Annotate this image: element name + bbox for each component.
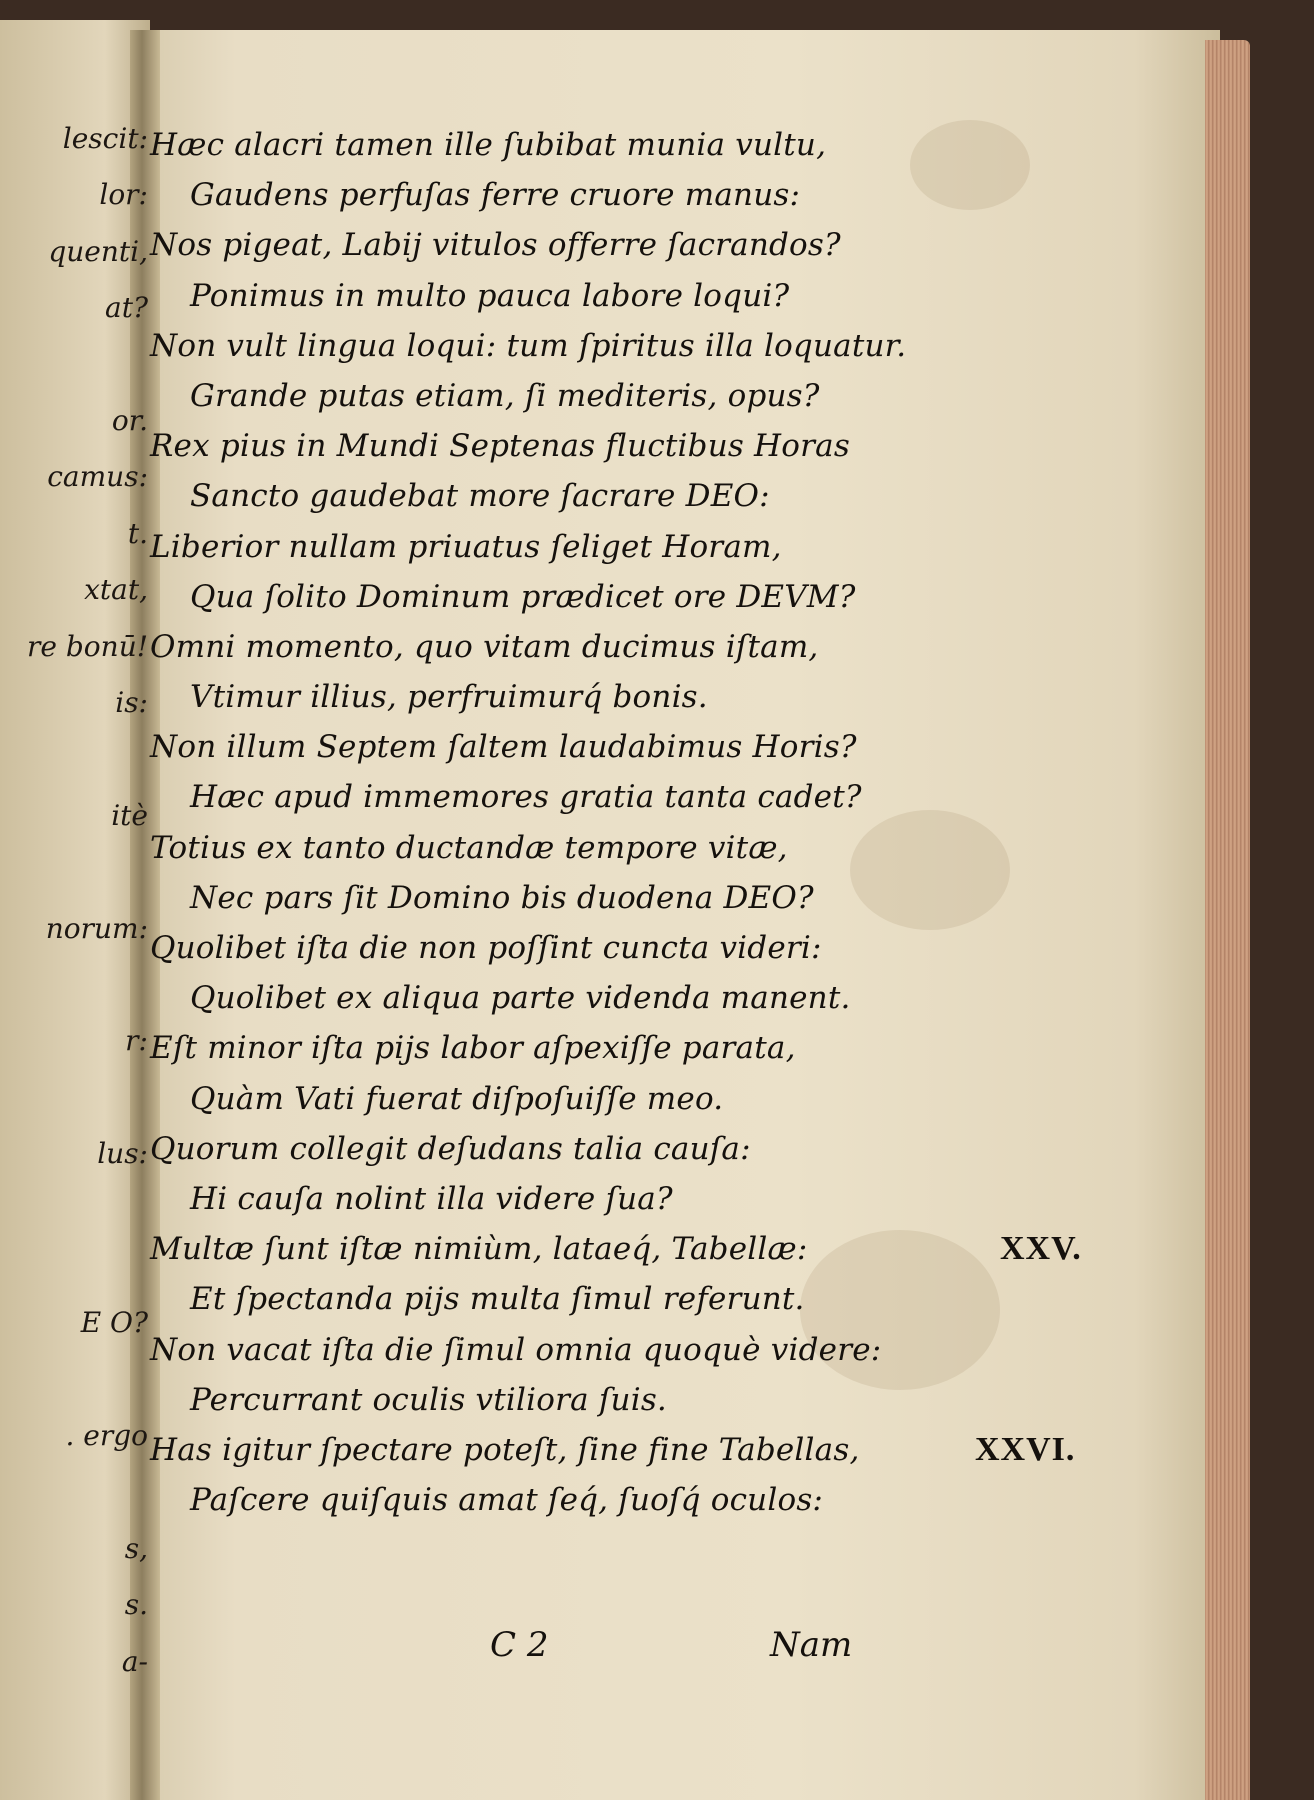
marginal-numeral: XXV. — [1000, 1230, 1082, 1268]
left-page-fragment: norum: — [45, 911, 148, 945]
verse-line-pentameter: Grande putas etiam, ſi mediteris, opus? — [190, 377, 820, 414]
verse-line-hexameter: Has igitur ſpectare poteſt, ſine fine Tabellas, — [150, 1431, 860, 1468]
verse-line-hexameter: Rex pius in Mundi Septenas fluctibus Horas — [150, 428, 850, 465]
verse-line-hexameter: Quorum collegit deſudans talia cauſa: — [150, 1130, 751, 1167]
verse-line-pentameter: Et ſpectanda pijs multa ſimul referunt. — [190, 1281, 805, 1318]
left-page-fragment: or. — [111, 404, 148, 437]
verse-line-pentameter: Percurrant oculis vtiliora ſuis. — [190, 1381, 667, 1418]
verse-line-hexameter: Hæc alacri tamen ille ſubibat munia vultu, — [150, 127, 827, 163]
left-page-fragment: lor: — [99, 178, 148, 212]
left-page-fragment: lescit: — [62, 122, 148, 155]
signature-mark: C 2 — [490, 1625, 549, 1665]
verse-line-hexameter: Totius ex tanto ductandæ tempore vitæ, — [150, 829, 788, 866]
left-page-fragment: t. — [127, 516, 148, 550]
verse-line-hexameter: Multæ ſunt iſtæ nimiùm, lataeq́, Tabellæ: — [150, 1231, 808, 1268]
verse-line-hexameter: Quolibet iſta die non poſſint cuncta videri: — [150, 930, 822, 966]
verse-line-pentameter: Hi cauſa nolint illa videre ſua? — [190, 1180, 673, 1217]
left-page-fragment: camus: — [47, 460, 148, 494]
verse-line-hexameter: Non illum Septem ſaltem laudabimus Horis? — [150, 729, 857, 766]
left-page-fragment: xtat, — [84, 573, 148, 607]
verse-line-hexameter: Omni momento, quo vitam ducimus iſtam, — [150, 628, 819, 665]
verse-line-pentameter: Nec pars ſit Domino bis duodena DEO? — [190, 879, 814, 916]
verse-line-hexameter: Nos pigeat, Labij vitulos offerre ſacrandos? — [150, 227, 841, 264]
verse-line-pentameter: Qua ſolito Dominum prædicet ore DEVM? — [190, 578, 856, 615]
left-page-fragment: r: — [125, 1024, 148, 1058]
catchword: Nam — [770, 1625, 853, 1665]
verse-line-hexameter: Liberior nullam priuatus ſeliget Horam, — [150, 528, 782, 565]
verse-line-hexameter: Eſt minor iſta pijs labor aſpexiſſe parata, — [150, 1030, 796, 1067]
verse-line-hexameter: Non vult lingua loqui: tum ſpiritus illa loquatur. — [150, 327, 907, 364]
verse-line-pentameter: Quolibet ex aliqua parte videnda manent. — [190, 980, 851, 1017]
verse-line-pentameter: Sancto gaudebat more ſacrare DEO: — [190, 478, 770, 515]
left-page-fragment: at? — [105, 291, 148, 325]
left-page-fragment: lus: — [97, 1137, 148, 1171]
left-page-fragment: E O? — [80, 1306, 148, 1340]
left-page-fragment: re bonū! — [27, 629, 148, 663]
verse-line-pentameter: Gaudens perfuſas ferre cruore manus: — [190, 177, 801, 214]
left-page-fragment: is: — [115, 686, 148, 719]
verse-block — [150, 120, 970, 1525]
verse-line-pentameter: Ponimus in multo pauca labore loqui? — [190, 277, 790, 314]
left-page-text — [0, 0, 148, 1800]
left-page-fragment: . ergo — [65, 1419, 148, 1453]
left-page-fragment: s, — [124, 1532, 148, 1565]
left-page-fragment: quenti, — [48, 234, 148, 268]
left-page-fragment: s. — [124, 1588, 148, 1622]
verse-line-pentameter: Hæc apud immemores gratia tanta cadet? — [190, 779, 862, 816]
page-edges — [1205, 40, 1250, 1800]
verse-line-pentameter: Quàm Vati fuerat diſpoſuiſſe meo. — [190, 1080, 724, 1117]
left-page-fragment: itè — [111, 798, 148, 832]
verse-line-pentameter: Paſcere quiſquis amat ſeq́, ſuoſq́ oculos: — [190, 1482, 824, 1519]
verse-line-pentameter: Vtimur illius, perfruimurq́ bonis. — [190, 679, 708, 716]
verse-line-hexameter: Non vacat iſta die ſimul omnia quoquè videre: — [150, 1331, 882, 1368]
left-page-fragment: a- — [121, 1644, 148, 1678]
marginal-numeral: XXVI. — [975, 1431, 1076, 1469]
